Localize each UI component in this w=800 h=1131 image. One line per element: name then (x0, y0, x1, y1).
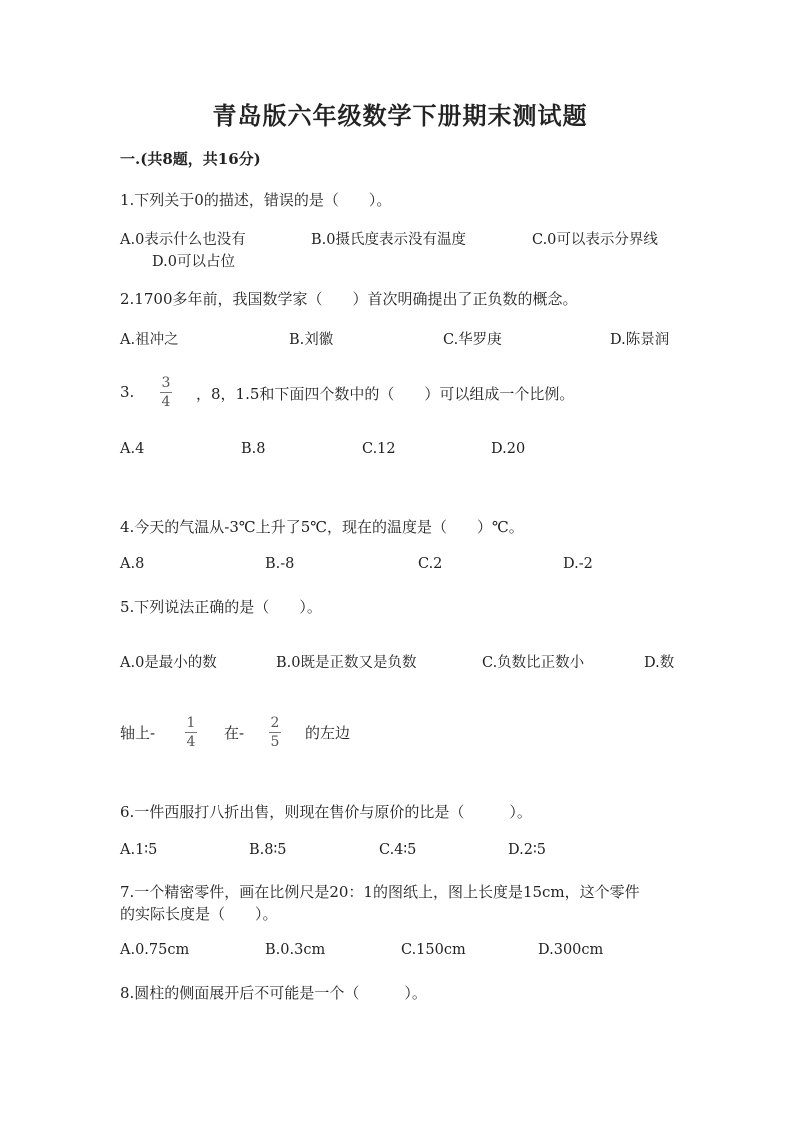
question-2-option-c: C.华罗庚 (443, 332, 502, 348)
question-6-option-d: D.2∶5 (508, 842, 546, 858)
fraction-numerator: 1 (186, 715, 196, 731)
question-6-option-a: A.1∶5 (120, 842, 158, 858)
question-3-option-c: C.12 (362, 441, 396, 457)
question-1-option-a: A.0表示什么也没有 (120, 232, 246, 248)
question-6-text: 6.一件西服打八折出售，则现在售价与原价的比是（ ）。 (120, 803, 532, 821)
question-5-continuation-suffix: 的左边 (305, 724, 351, 742)
question-2-option-b: B.刘徽 (289, 332, 334, 348)
section-heading: 一.(共8题，共16分) (120, 150, 261, 168)
fraction-bar (269, 732, 281, 733)
question-3-option-a: A.4 (120, 441, 145, 457)
question-3-option-b: B.8 (241, 441, 266, 457)
question-5-option-a: A.0是最小的数 (120, 655, 217, 671)
question-1-option-d: D.0可以占位 (152, 254, 235, 270)
question-7-option-c: C.150cm (401, 942, 466, 958)
question-8-text: 8.圆柱的侧面展开后不可能是一个（ ）。 (120, 984, 427, 1002)
question-4-option-b: B.-8 (265, 556, 295, 572)
question-7-text-line1: 7.一个精密零件，画在比例尺是20：1的图纸上，图上长度是15cm，这个零件 (120, 883, 640, 901)
question-7-option-b: B.0.3cm (265, 942, 326, 958)
fraction-one-quarter (185, 715, 197, 750)
question-4-option-d: D.-2 (563, 556, 593, 572)
question-4-option-a: A.8 (120, 556, 145, 572)
question-7-text-line2: 的实际长度是（ ）。 (120, 905, 278, 923)
fraction-three-quarters (160, 375, 172, 410)
question-3-number: 3. (120, 383, 135, 401)
question-2-text: 2.1700多年前，我国数学家（ ）首次明确提出了正负数的概念。 (120, 290, 578, 308)
question-1-option-b: B.0摄氏度表示没有温度 (311, 232, 466, 248)
question-4-text: 4.今天的气温从-3℃上升了5℃，现在的温度是（ ）℃。 (120, 518, 524, 536)
question-5-option-d: D.数 (644, 655, 675, 671)
question-7-option-d: D.300cm (538, 942, 604, 958)
question-5-option-c: C.负数比正数小 (482, 655, 585, 671)
question-4-option-c: C.2 (418, 556, 443, 572)
question-2-option-a: A.祖冲之 (120, 332, 179, 348)
page-title: 青岛版六年级数学下册期末测试题 (212, 101, 588, 130)
fraction-bar (160, 392, 172, 393)
question-6-option-b: B.8∶5 (249, 842, 287, 858)
question-5-continuation-middle: 在- (224, 724, 245, 742)
fraction-two-fifths (269, 715, 281, 750)
fraction-numerator: 3 (161, 375, 171, 391)
question-5-continuation-prefix: 轴上- (120, 724, 156, 742)
question-6-option-c: C.4∶5 (379, 842, 417, 858)
question-3-text: ，8，1.5和下面四个数中的（ ）可以组成一个比例。 (196, 385, 575, 403)
fraction-numerator: 2 (270, 715, 280, 731)
fraction-denominator: 4 (186, 734, 196, 750)
fraction-denominator: 4 (161, 394, 171, 410)
question-3-option-d: D.20 (491, 441, 526, 457)
fraction-bar (185, 732, 197, 733)
question-5-option-b: B.0既是正数又是负数 (276, 655, 417, 671)
question-7-option-a: A.0.75cm (120, 942, 190, 958)
question-1-text: 1.下列关于0的描述，错误的是（ ）。 (120, 191, 392, 209)
question-1-option-c: C.0可以表示分界线 (532, 232, 658, 248)
question-5-text: 5.下列说法正确的是（ ）。 (120, 598, 322, 616)
fraction-denominator: 5 (270, 734, 280, 750)
question-2-option-d: D.陈景润 (610, 332, 670, 348)
